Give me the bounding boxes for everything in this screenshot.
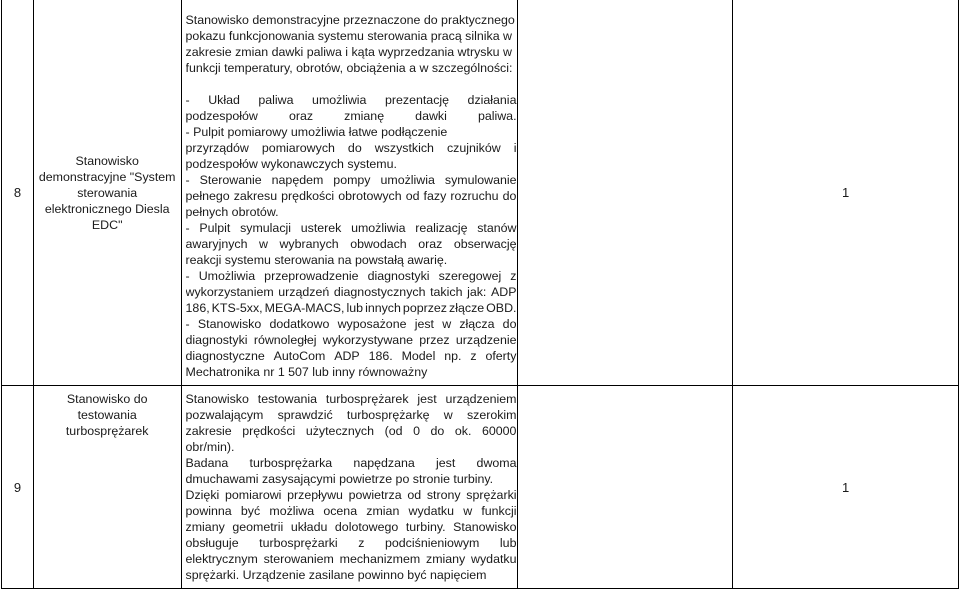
description-line: pełnego zakresu prędkości obrotowych od fazy rozruchu do bbox=[185, 189, 517, 203]
table-row bbox=[2, 0, 959, 386]
description-line: zakresie zmian dawki paliwa i kąta wyprzedzania wtrysku w bbox=[185, 45, 512, 59]
description-line: diagnostyczne AutoCom ADP 186. Model np. z oferty bbox=[185, 349, 517, 363]
row-number-text: 8 bbox=[13, 185, 22, 200]
description-line: Dzięki pomiarowi przepływu powietrza od strony sprężarki bbox=[185, 488, 517, 502]
description-line: obr/min). bbox=[185, 440, 235, 454]
description-line: 186, KTS-5xx, MEGA-MACS, lub innych poprzez złącze OBD. bbox=[185, 301, 517, 315]
item-name bbox=[33, 386, 181, 589]
description-line: - Układ paliwa umożliwia prezentację działania bbox=[185, 93, 517, 107]
item-name-line: testowania bbox=[77, 408, 137, 422]
description-line: awaryjnych w wybranych obwodach oraz obserwację bbox=[185, 237, 517, 251]
description-line: funkcji temperatury, obrotów, obciążenia a w szczególności: bbox=[185, 61, 513, 75]
empty-cell bbox=[517, 386, 733, 589]
description-line: - Pulpit pomiarowy umożliwia łatwe podłączenie bbox=[185, 125, 448, 139]
description-line: reakcji systemu sterowania na powstałą awarię. bbox=[185, 253, 448, 267]
item-name-line: elektronicznego Diesla bbox=[44, 201, 170, 216]
item-description bbox=[181, 0, 517, 386]
item-name-line: turbosprężarek bbox=[65, 424, 149, 438]
description-line: diagnostyki równoległej wykorzystywane przez urządzenie bbox=[185, 333, 517, 347]
description-line: - Stanowisko dodatkowo wyposażone jest w złącza do bbox=[185, 317, 517, 331]
item-name-line: Stanowisko bbox=[75, 153, 139, 168]
row-number-text: 9 bbox=[13, 479, 22, 495]
description-line: podzespołów wykonawczych systemu. bbox=[185, 157, 397, 171]
item-name-line: Stanowisko do bbox=[66, 392, 148, 406]
quantity-text: 1 bbox=[842, 185, 850, 200]
description-line: dmuchawami zasysającymi powietrze po stronie turbiny. bbox=[185, 472, 494, 486]
item-name bbox=[33, 0, 181, 386]
specification-table bbox=[1, 0, 959, 589]
description-line: pokazu funkcjonowania systemu sterowania pracą silnika w bbox=[185, 29, 512, 43]
empty-cell bbox=[517, 0, 733, 386]
description-line: Stanowisko demonstracyjne przeznaczone do praktycznego bbox=[185, 13, 515, 27]
description-body bbox=[186, 391, 517, 583]
description-line: pozwalającym sprawdzić turbosprężarkę w szerokim bbox=[185, 408, 517, 422]
row-number bbox=[2, 0, 34, 386]
description-line: - Sterowanie napędem pompy umożliwia symulowanie bbox=[185, 173, 517, 187]
description-line: przyrządów pomiarowych do wszystkich czujników i bbox=[185, 141, 517, 155]
description-line: - Pulpit symulacji usterek umożliwia realizację stanów bbox=[185, 221, 517, 235]
description-line: zmiany geometrii układu dolotowego turbiny. Stanowisko bbox=[185, 520, 517, 534]
item-description bbox=[181, 386, 517, 589]
description-line: Stanowisko testowania turbosprężarek jest urządzeniem bbox=[185, 392, 517, 406]
paragraph-gap bbox=[186, 76, 517, 92]
item-name-line: demonstracyjne "System bbox=[38, 169, 176, 184]
description-line: zakresie prędkości użytecznych (od 0 do ok. 60000 bbox=[185, 424, 517, 438]
description-line: sprężarki. Urządzenie zasilane powinno być napięciem bbox=[185, 568, 487, 582]
description-line: - Umożliwia przeprowadzenie diagnostyki szeregowej z bbox=[185, 269, 517, 283]
quantity-text: 1 bbox=[842, 479, 850, 495]
description-line: Badana turbosprężarka napędzana jest dwoma bbox=[185, 456, 517, 470]
item-name-line: EDC" bbox=[91, 217, 123, 232]
description-body bbox=[186, 92, 517, 380]
description-line: podzespołów oraz zmianę dawki paliwa. bbox=[185, 109, 517, 123]
description-line: powinna być możliwa ocena zmian wydatku w funkcji bbox=[185, 504, 517, 518]
row-number bbox=[2, 386, 34, 589]
quantity bbox=[733, 0, 959, 386]
description-line: elektrycznym sterowaniem mechanizmem zmiany wydatku bbox=[185, 552, 517, 566]
description-line: pełnych obrotów. bbox=[185, 205, 279, 219]
description-line: obsługuje turbosprężarki z podciśnieniowym lub bbox=[185, 536, 517, 550]
quantity bbox=[733, 386, 959, 589]
description-line: wykorzystaniem urządzeń diagnostycznych takich jak: ADP bbox=[185, 285, 517, 299]
description-line: Mechatronika nr 1 507 lub inny równoważny bbox=[185, 365, 428, 379]
item-name-line: sterowania bbox=[77, 185, 138, 200]
table-row bbox=[2, 386, 959, 589]
